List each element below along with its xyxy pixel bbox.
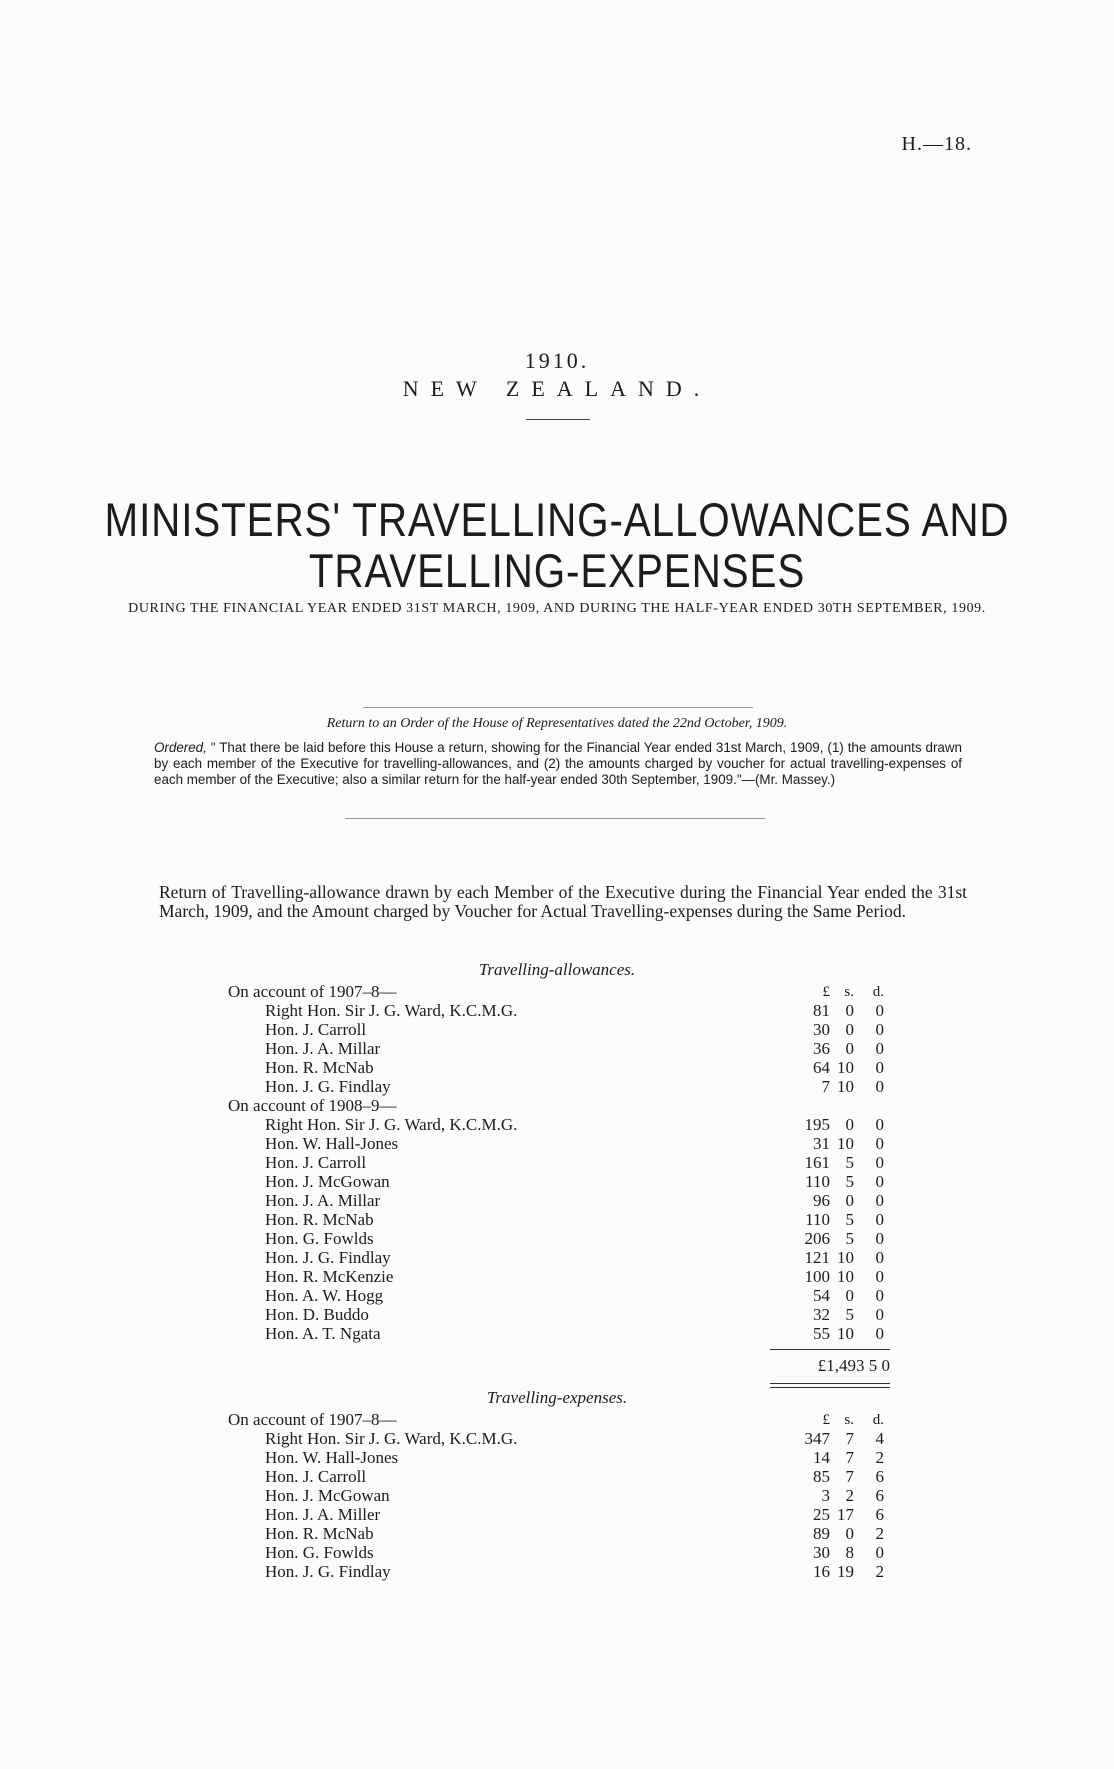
member-name: Hon. J. G. Findlay	[265, 1077, 391, 1096]
column-pence: d.	[872, 1412, 884, 1428]
amount-pounds: 85	[813, 1467, 830, 1486]
amount-pounds: 54	[813, 1286, 830, 1305]
member-name: Right Hon. Sir J. G. Ward, K.C.M.G.	[265, 1429, 518, 1448]
amount-pence: 6	[875, 1505, 884, 1524]
member-name: Hon. J. Carroll	[265, 1020, 367, 1039]
member-name: Hon. J. Carroll	[265, 1467, 367, 1486]
amount-pounds: 30	[813, 1543, 830, 1562]
amount-shillings: 0	[845, 1286, 854, 1305]
amount-pence: 0	[875, 1267, 884, 1286]
amount-shillings: 7	[845, 1448, 854, 1467]
amount-shillings: 7	[845, 1467, 854, 1486]
member-name: Hon. A. W. Hogg	[265, 1286, 384, 1305]
member-name: Hon. G. Fowlds	[265, 1543, 374, 1562]
expenses-heading: Travelling-expenses.	[486, 1388, 628, 1407]
member-name: Hon. J. McGowan	[265, 1486, 390, 1505]
divider	[363, 707, 753, 708]
amount-pence: 0	[875, 1324, 884, 1343]
amount-shillings: 8	[845, 1543, 854, 1562]
order-heading: Return to an Order of the House of Representatives dated the 22nd October, 1909.	[326, 716, 788, 731]
amount-pence: 6	[875, 1486, 884, 1505]
allowances-heading: Travelling-allowances.	[478, 960, 636, 979]
amount-shillings: 5	[845, 1305, 854, 1324]
member-name: Hon. D. Buddo	[265, 1305, 369, 1324]
account-label: On account of 1907–8—	[228, 982, 397, 1001]
amount-pence: 0	[875, 1286, 884, 1305]
ordered-label: Ordered,	[154, 740, 207, 755]
column-pounds: £	[822, 1412, 830, 1428]
amount-pounds: 25	[813, 1505, 830, 1524]
table-row	[265, 1486, 885, 1506]
amount-pounds: 81	[813, 1001, 830, 1020]
table-row	[265, 1248, 885, 1268]
amount-pence: 0	[875, 1543, 884, 1562]
table-row	[265, 1191, 885, 1211]
amount-pence: 0	[875, 1248, 884, 1267]
amount-pence: 2	[875, 1562, 884, 1581]
member-name: Right Hon. Sir J. G. Ward, K.C.M.G.	[265, 1115, 518, 1134]
column-pence: d.	[872, 984, 884, 1000]
amount-pounds: 161	[804, 1153, 830, 1172]
table-row	[265, 1172, 885, 1192]
table-row	[265, 1229, 885, 1249]
member-name: Hon. R. McNab	[265, 1058, 374, 1077]
account-label: On account of 1908–9—	[228, 1096, 397, 1115]
table-row	[265, 1286, 885, 1306]
amount-shillings: 0	[845, 1524, 854, 1543]
total-rule	[770, 1349, 890, 1350]
amount-pounds: 31	[813, 1134, 830, 1153]
amount-pence: 0	[875, 1077, 884, 1096]
table-row	[265, 1115, 885, 1135]
divider	[526, 419, 590, 420]
amount-pounds: 30	[813, 1020, 830, 1039]
amount-pounds: 3	[821, 1486, 830, 1505]
table-row	[265, 1429, 885, 1449]
amount-shillings: 10	[837, 1248, 854, 1267]
page-subtitle: DURING THE FINANCIAL YEAR ENDED 31ST MARCH, 1909, AND DURING THE HALF-YEAR ENDED 30TH SEPTEMBER, 1909.	[128, 601, 986, 616]
member-name: Hon. A. T. Ngata	[265, 1324, 381, 1343]
column-pounds: £	[822, 984, 830, 1000]
amount-pounds: 206	[804, 1229, 830, 1248]
amount-pence: 2	[875, 1448, 884, 1467]
allowances-total: £1,493 5 0	[817, 1356, 890, 1375]
amount-pounds: 121	[804, 1248, 830, 1267]
member-name: Hon. R. McKenzie	[265, 1267, 394, 1286]
member-name: Hon. J. McGowan	[265, 1172, 390, 1191]
amount-pence: 0	[875, 1001, 884, 1020]
member-name: Hon. J. A. Millar	[265, 1039, 381, 1058]
member-name: Hon. J. A. Miller	[265, 1505, 381, 1524]
return-description: Return of Travelling-allowance drawn by each Member of the Executive during the Financial Year ended the 31st March, 1909, and the Amount charged by Voucher for Actual Travelling-expenses during the Same Period.	[159, 882, 967, 921]
member-name: Hon. G. Fowlds	[265, 1229, 374, 1248]
table-row	[265, 1505, 885, 1525]
table-row	[265, 1448, 885, 1468]
amount-shillings: 0	[845, 1115, 854, 1134]
amount-shillings: 5	[845, 1153, 854, 1172]
amount-shillings: 10	[837, 1324, 854, 1343]
table-row	[265, 1467, 885, 1487]
amount-pence: 0	[875, 1039, 884, 1058]
member-name: Hon. J. A. Millar	[265, 1191, 381, 1210]
amount-pence: 0	[875, 1229, 884, 1248]
amount-pence: 0	[875, 1191, 884, 1210]
order-body	[154, 740, 962, 788]
account-label: On account of 1907–8—	[228, 1410, 397, 1429]
amount-pounds: 64	[813, 1058, 830, 1077]
table-row	[265, 1039, 885, 1059]
amount-shillings: 10	[837, 1077, 854, 1096]
amount-pence: 0	[875, 1305, 884, 1324]
member-name: Hon. J. G. Findlay	[265, 1562, 391, 1581]
amount-pounds: 110	[805, 1172, 830, 1191]
amount-pence: 0	[875, 1210, 884, 1229]
document-reference: H.—18.	[901, 133, 972, 155]
amount-pounds: 195	[804, 1115, 830, 1134]
amount-pounds: 16	[813, 1562, 830, 1581]
divider	[345, 818, 765, 819]
table-row	[265, 1020, 885, 1040]
amount-shillings: 0	[845, 1001, 854, 1020]
table-row	[265, 1058, 885, 1078]
amount-shillings: 0	[845, 1020, 854, 1039]
amount-pounds: 100	[804, 1267, 830, 1286]
amount-pence: 0	[875, 1134, 884, 1153]
amount-pounds: 55	[813, 1324, 830, 1343]
amount-pounds: 36	[813, 1039, 830, 1058]
member-name: Hon. W. Hall-Jones	[265, 1134, 399, 1153]
amount-pence: 0	[875, 1020, 884, 1039]
amount-pounds: 96	[813, 1191, 830, 1210]
table-row	[265, 1324, 885, 1344]
amount-shillings: 0	[845, 1039, 854, 1058]
member-name: Hon. J. Carroll	[265, 1153, 367, 1172]
table-row	[265, 1001, 885, 1021]
amount-shillings: 10	[837, 1267, 854, 1286]
amount-shillings: 19	[837, 1562, 854, 1581]
table-row	[265, 1153, 885, 1173]
amount-pence: 2	[875, 1524, 884, 1543]
amount-pence: 6	[875, 1467, 884, 1486]
amount-pence: 4	[875, 1429, 884, 1448]
country-name: NEW ZEALAND.	[402, 376, 712, 401]
amount-shillings: 10	[837, 1058, 854, 1077]
amount-shillings: 0	[845, 1191, 854, 1210]
amount-pence: 0	[875, 1172, 884, 1191]
table-row	[265, 1543, 885, 1563]
column-shillings: s.	[844, 1412, 854, 1428]
amount-shillings: 2	[845, 1486, 854, 1505]
table-row	[265, 1305, 885, 1325]
amount-pounds: 347	[804, 1429, 830, 1448]
amount-pounds: 89	[813, 1524, 830, 1543]
table-row	[265, 1562, 885, 1582]
table-row	[265, 1524, 885, 1544]
amount-shillings: 10	[837, 1134, 854, 1153]
member-name: Right Hon. Sir J. G. Ward, K.C.M.G.	[265, 1001, 518, 1020]
amount-pounds: 32	[813, 1305, 830, 1324]
table-row	[265, 1267, 885, 1287]
amount-pence: 0	[875, 1058, 884, 1077]
amount-shillings: 7	[845, 1429, 854, 1448]
table-row	[265, 1210, 885, 1230]
table-row	[265, 1134, 885, 1154]
amount-pence: 0	[875, 1115, 884, 1134]
member-name: Hon. R. McNab	[265, 1210, 374, 1229]
amount-shillings: 5	[845, 1172, 854, 1191]
amount-shillings: 5	[845, 1229, 854, 1248]
amount-pounds: 7	[821, 1077, 830, 1096]
amount-shillings: 17	[837, 1505, 854, 1524]
document-year: 1910.	[524, 348, 590, 373]
column-shillings: s.	[844, 984, 854, 1000]
amount-pounds: 110	[805, 1210, 830, 1229]
amount-pounds: 14	[813, 1448, 830, 1467]
amount-shillings: 5	[845, 1210, 854, 1229]
page-title-line-1: MINISTERS' TRAVELLING-ALLOWANCES AND	[104, 493, 1010, 546]
table-row	[265, 1077, 885, 1097]
member-name: Hon. W. Hall-Jones	[265, 1448, 399, 1467]
member-name: Hon. J. G. Findlay	[265, 1248, 391, 1267]
member-name: Hon. R. McNab	[265, 1524, 374, 1543]
order-text: " That there be laid before this House a return, showing for the Financial Year ended 31st March, 1909, (1) the amounts drawn by each member of the Executive for travelling-allowances, and (2) the amounts charged by voucher for actual travelling-expenses of each member of the Executive; also a similar return for the half-year ended 30th September, 1909."—(Mr. Massey.)	[154, 740, 962, 787]
page-title-line-2: TRAVELLING-EXPENSES	[308, 544, 806, 597]
amount-pence: 0	[875, 1153, 884, 1172]
